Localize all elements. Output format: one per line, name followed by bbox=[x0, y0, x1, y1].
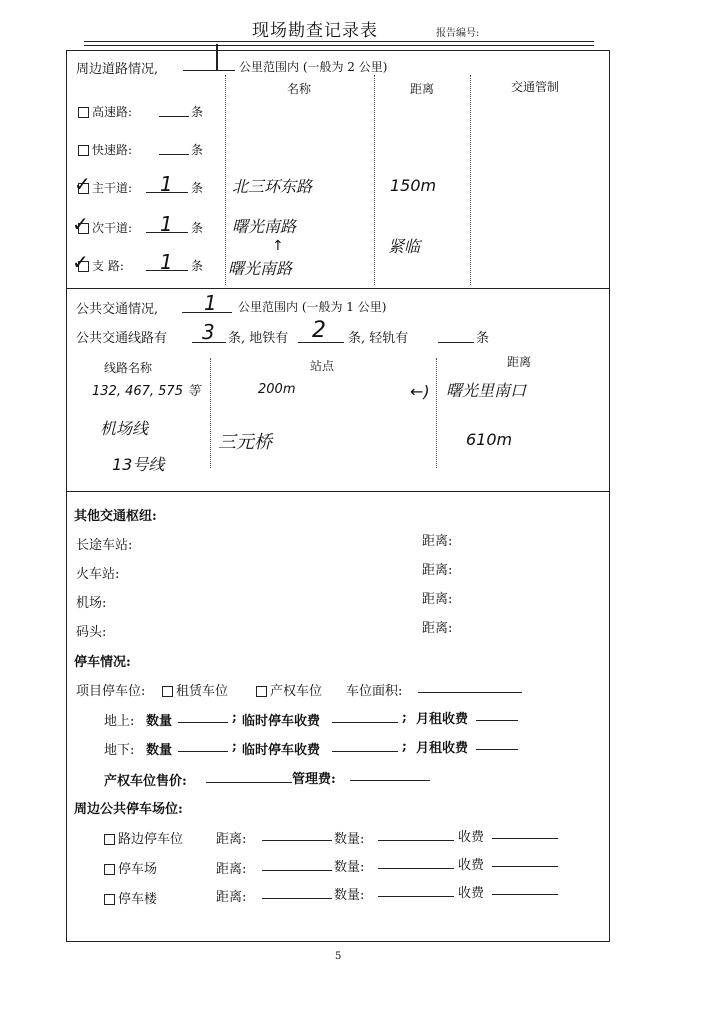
public-parking-lot-fee-field[interactable] bbox=[492, 866, 558, 867]
parking-mgmt-label: 管理费: bbox=[292, 772, 336, 787]
public-parking-lot-fee-label: 收费 bbox=[458, 858, 485, 873]
public-parking-lot-distance-field[interactable] bbox=[262, 870, 332, 871]
parking-above-temp-field[interactable] bbox=[332, 722, 398, 723]
expressway-label: 快速路: bbox=[92, 143, 133, 157]
public-parking-lot-option[interactable] bbox=[104, 858, 157, 877]
hubs-heading: 其他交通枢纽: bbox=[74, 509, 157, 524]
hub-airport-label: 机场: bbox=[76, 596, 107, 611]
public-parking-garage-label: 停车楼 bbox=[118, 892, 158, 907]
public-parking-street-label: 路边停车位 bbox=[118, 832, 184, 847]
public-parking-garage-distance-label: 距离: bbox=[216, 890, 247, 905]
hub-pier-distance-label: 距离: bbox=[422, 621, 453, 636]
secondary-road-name: 曙光南路 bbox=[232, 217, 297, 236]
expressway-checkbox[interactable] bbox=[78, 145, 89, 156]
public-parking-heading: 周边公共停车场位: bbox=[74, 802, 183, 817]
public-parking-lot-qty-field[interactable] bbox=[378, 868, 454, 869]
parking-below-temp-field[interactable] bbox=[332, 751, 398, 752]
roads-range-field[interactable] bbox=[183, 70, 235, 71]
parking-below-temp-label: 临时停车收费 bbox=[242, 743, 321, 758]
main-road-name: 北三环东路 bbox=[232, 177, 313, 196]
roads-col-sep-3 bbox=[470, 75, 471, 285]
hub-train-distance-label: 距离: bbox=[422, 563, 453, 578]
transit-col-sep-1 bbox=[210, 358, 211, 468]
public-parking-lot-checkbox[interactable] bbox=[104, 864, 115, 875]
hub-airport-distance-label: 距离: bbox=[422, 592, 453, 607]
parking-below-qty-field[interactable] bbox=[178, 751, 228, 752]
public-parking-lot-label: 停车场 bbox=[118, 862, 158, 877]
roads-heading: 周边道路情况, bbox=[76, 62, 159, 77]
header-rule bbox=[84, 41, 594, 42]
roads-col-name: 名称 bbox=[287, 82, 312, 96]
public-parking-street-qty-field[interactable] bbox=[378, 840, 454, 841]
public-parking-garage-checkbox[interactable] bbox=[104, 894, 115, 905]
parking-above-temp-label: 临时停车收费 bbox=[242, 714, 321, 729]
parking-project-label: 项目停车位: bbox=[76, 684, 146, 699]
branch-road-count: 1 bbox=[160, 250, 173, 274]
transit-col-distance: 距离 bbox=[507, 355, 532, 369]
hub-pier-label: 码头: bbox=[76, 625, 107, 640]
parking-project-row bbox=[76, 680, 145, 699]
parking-above-qty-label: 数量 bbox=[146, 714, 173, 729]
roads-col-distance: 距离 bbox=[410, 82, 435, 96]
main-road-distance: 150m bbox=[390, 176, 437, 195]
transit-col-stop: 站点 bbox=[310, 359, 335, 373]
public-parking-garage-qty-field[interactable] bbox=[378, 896, 454, 897]
main-road-check-mark: ✓ bbox=[74, 172, 91, 196]
public-parking-garage-distance-field[interactable] bbox=[262, 898, 332, 899]
hub-coach-label: 长途车站: bbox=[76, 538, 133, 553]
public-parking-street-option[interactable] bbox=[104, 828, 183, 847]
transit-col-sep-2 bbox=[436, 358, 437, 468]
parking-area-field[interactable] bbox=[418, 692, 522, 693]
transit-stop-hand-2: 三元桥 bbox=[218, 432, 272, 453]
transit-light-rail-label: 条, 轻轨有 bbox=[348, 331, 409, 346]
public-parking-street-fee-label: 收费 bbox=[458, 830, 485, 845]
report-number-label: 报告编号: bbox=[436, 28, 480, 39]
parking-below-monthly-label: 月租收费 bbox=[416, 741, 469, 756]
branch-road-arrow-icon: ↑ bbox=[272, 238, 284, 254]
page-number: 5 bbox=[335, 951, 342, 962]
header-rule-2 bbox=[84, 45, 594, 46]
branch-road-name: 曙光南路 bbox=[228, 259, 293, 278]
parking-above-monthly-label: 月租收费 bbox=[416, 712, 469, 727]
secondary-road-count: 1 bbox=[160, 212, 173, 236]
highway-unit: 条 bbox=[191, 105, 204, 119]
transit-range-text: 公里范围内 (一般为 1 公里) bbox=[238, 300, 387, 314]
public-parking-lot-distance-label: 距离: bbox=[216, 862, 247, 877]
expressway-unit: 条 bbox=[191, 143, 204, 157]
main-road-unit: 条 bbox=[191, 181, 204, 195]
road-row-expressway bbox=[78, 141, 132, 158]
public-parking-street-distance-field[interactable] bbox=[262, 840, 332, 841]
parking-above-monthly-field[interactable] bbox=[476, 720, 518, 721]
parking-area-label: 车位面积: bbox=[346, 684, 403, 699]
public-parking-street-distance-label: 距离: bbox=[216, 832, 247, 847]
road-row-highway bbox=[78, 103, 132, 120]
expressway-count-field[interactable] bbox=[159, 154, 189, 155]
branch-road-label: 支 路: bbox=[92, 259, 124, 273]
transit-subway-value: 2 bbox=[312, 318, 326, 343]
parking-rent-option[interactable] bbox=[162, 680, 228, 699]
public-parking-street-checkbox[interactable] bbox=[104, 834, 115, 845]
highway-label: 高速路: bbox=[92, 105, 133, 119]
public-parking-garage-qty-label: 数量: bbox=[334, 888, 365, 903]
public-parking-garage-fee-field[interactable] bbox=[492, 894, 558, 895]
roads-col-sep-1 bbox=[225, 75, 226, 285]
page-title: 现场勘查记录表 bbox=[252, 21, 378, 41]
public-parking-street-fee-field[interactable] bbox=[492, 838, 558, 839]
transit-distance-hand: 曙光里南口 bbox=[446, 381, 527, 400]
parking-below-sep: ; bbox=[232, 739, 237, 754]
public-parking-street-qty-label: 数量: bbox=[334, 832, 365, 847]
transit-stop-hand: 200m bbox=[258, 382, 296, 397]
hub-coach-distance-label: 距离: bbox=[422, 534, 453, 549]
public-parking-garage-fee-label: 收费 bbox=[458, 886, 485, 901]
parking-above-sep: ; bbox=[232, 710, 237, 725]
parking-rent-checkbox[interactable] bbox=[162, 686, 173, 697]
transit-col-route: 线路名称 bbox=[104, 361, 153, 375]
roads-range-hand bbox=[216, 44, 218, 70]
section-divider-transit bbox=[66, 491, 609, 492]
transit-distance-hand-2: 610m bbox=[466, 430, 513, 449]
hub-train-label: 火车站: bbox=[76, 567, 120, 582]
transit-subway-label: 条, 地铁有 bbox=[228, 331, 289, 346]
secondary-road-distance: 紧临 bbox=[388, 237, 421, 256]
transit-route-hand-3: 13号线 bbox=[112, 455, 165, 474]
transit-heading: 公共交通情况, bbox=[76, 302, 159, 317]
transit-lines-label: 公共交通线路有 bbox=[76, 331, 168, 346]
parking-heading: 停车情况: bbox=[74, 655, 131, 670]
roads-range-text: 公里范围内 (一般为 2 公里) bbox=[239, 60, 388, 74]
transit-light-rail-unit: 条 bbox=[476, 331, 490, 346]
roads-col-sep-2 bbox=[374, 75, 375, 285]
highway-count-field[interactable] bbox=[159, 116, 189, 117]
transit-range-value: 1 bbox=[204, 291, 217, 315]
parking-above-qty-field[interactable] bbox=[178, 722, 228, 723]
highway-checkbox[interactable] bbox=[78, 107, 89, 118]
roads-col-traffic: 交通管制 bbox=[511, 80, 560, 94]
parking-mgmt-field[interactable] bbox=[350, 780, 430, 781]
public-parking-garage-option[interactable] bbox=[104, 888, 157, 907]
section-divider-roads bbox=[66, 288, 609, 289]
parking-rent-label: 租赁车位 bbox=[176, 684, 229, 699]
parking-own-checkbox[interactable] bbox=[256, 686, 267, 697]
parking-below-qty-label: 数量 bbox=[146, 743, 173, 758]
secondary-road-label: 次干道: bbox=[92, 221, 133, 235]
parking-below-sep-2: ; bbox=[402, 739, 407, 754]
transit-light-rail-field[interactable] bbox=[438, 342, 474, 343]
parking-price-label: 产权车位售价: bbox=[104, 774, 187, 789]
branch-road-unit: 条 bbox=[191, 259, 204, 273]
main-road-count: 1 bbox=[160, 172, 173, 196]
parking-price-field[interactable] bbox=[206, 782, 292, 783]
parking-own-label: 产权车位 bbox=[270, 684, 323, 699]
branch-road-check-mark: ✓ bbox=[72, 250, 89, 274]
transit-distance-arrow-icon: ←) bbox=[410, 382, 430, 401]
secondary-road-check-mark: ✓ bbox=[72, 212, 89, 236]
secondary-road-unit: 条 bbox=[191, 221, 204, 235]
parking-above-sep-2: ; bbox=[402, 710, 407, 725]
transit-route-hand-2: 机场线 bbox=[100, 419, 149, 438]
public-parking-lot-qty-label: 数量: bbox=[334, 860, 365, 875]
main-road-label: 主干道: bbox=[92, 181, 133, 195]
parking-below-monthly-field[interactable] bbox=[476, 749, 518, 750]
transit-route-hand: 132, 467, 575 等 bbox=[92, 384, 201, 399]
parking-above-label: 地上: bbox=[104, 714, 135, 729]
transit-lines-value: 3 bbox=[202, 320, 215, 344]
parking-below-label: 地下: bbox=[104, 743, 135, 758]
parking-own-option[interactable] bbox=[256, 680, 322, 699]
